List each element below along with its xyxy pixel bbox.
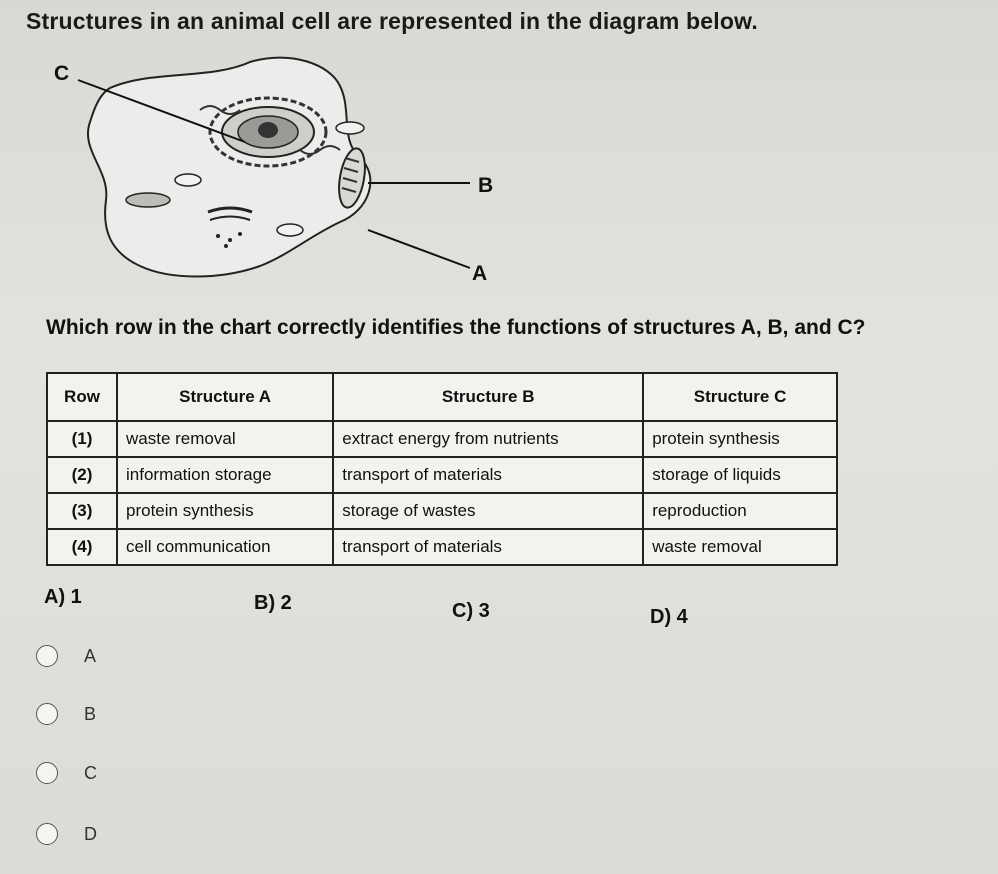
table-header-row: [47, 373, 837, 421]
cell-diagram: [40, 40, 600, 300]
column-header: Row: [47, 373, 117, 421]
answer-choice-value: 3: [478, 600, 490, 622]
radio-button[interactable]: [36, 762, 58, 784]
answer-choice-value: 4: [676, 606, 688, 628]
table-cell: protein synthesis: [117, 493, 333, 529]
row-number: (1): [47, 421, 117, 457]
cell-membrane: [88, 58, 370, 277]
question-text: Which row in the chart correctly identifies the functions of structures A, B, and C?: [46, 316, 866, 339]
answer-choice-letter: C): [452, 600, 474, 622]
table-cell: cell communication: [117, 529, 333, 565]
table-cell: reproduction: [643, 493, 837, 529]
radio-option-d[interactable]: [36, 823, 97, 845]
pointer-line-a: [368, 230, 470, 268]
radio-label: C: [84, 762, 97, 783]
table-cell: storage of liquids: [643, 457, 837, 493]
table-row: [47, 457, 837, 493]
answer-choice-d: [650, 606, 688, 629]
radio-option-b[interactable]: [36, 703, 96, 725]
label-a: A: [472, 262, 488, 285]
radio-label: B: [84, 703, 97, 724]
radio-label: A: [84, 645, 97, 666]
radio-button[interactable]: [36, 703, 58, 725]
row-number: (2): [47, 457, 117, 493]
radio-option-c[interactable]: [36, 762, 97, 784]
radio-button[interactable]: [36, 645, 58, 667]
table-cell: transport of materials: [333, 457, 643, 493]
table-row: [47, 421, 837, 457]
functions-table: [46, 372, 838, 566]
radio-option-a[interactable]: [36, 645, 96, 667]
answer-choice-b: [254, 592, 292, 615]
answer-choice-c: [452, 600, 490, 623]
column-header: Structure B: [333, 373, 643, 421]
table-cell: waste removal: [643, 529, 837, 565]
table-cell: storage of wastes: [333, 493, 643, 529]
answer-choice-letter: A): [44, 586, 66, 608]
label-b: B: [478, 174, 494, 197]
vacuole: [336, 122, 364, 134]
column-header: Structure A: [117, 373, 333, 421]
answer-choice-letter: B): [254, 592, 276, 614]
table-cell: information storage: [117, 457, 333, 493]
answer-choice-value: 2: [280, 592, 292, 614]
vacuole: [175, 174, 201, 186]
radio-button[interactable]: [36, 823, 58, 845]
table-row: [47, 493, 837, 529]
label-c: C: [54, 62, 70, 85]
table-row: [47, 529, 837, 565]
answer-choice-letter: D): [650, 606, 672, 628]
vacuole: [277, 224, 303, 236]
question-header: Structures in an animal cell are represented in the diagram below.: [26, 8, 758, 34]
answer-choice-value: 1: [70, 586, 82, 608]
table-cell: waste removal: [117, 421, 333, 457]
organelle: [126, 193, 170, 207]
row-number: (4): [47, 529, 117, 565]
cell-diagram-svg: [40, 40, 600, 300]
column-header: Structure C: [643, 373, 837, 421]
table-cell: protein synthesis: [643, 421, 837, 457]
radio-label: D: [84, 823, 97, 844]
table-cell: extract energy from nutrients: [333, 421, 643, 457]
table-cell: transport of materials: [333, 529, 643, 565]
row-number: (3): [47, 493, 117, 529]
answer-choice-a: [44, 586, 82, 609]
